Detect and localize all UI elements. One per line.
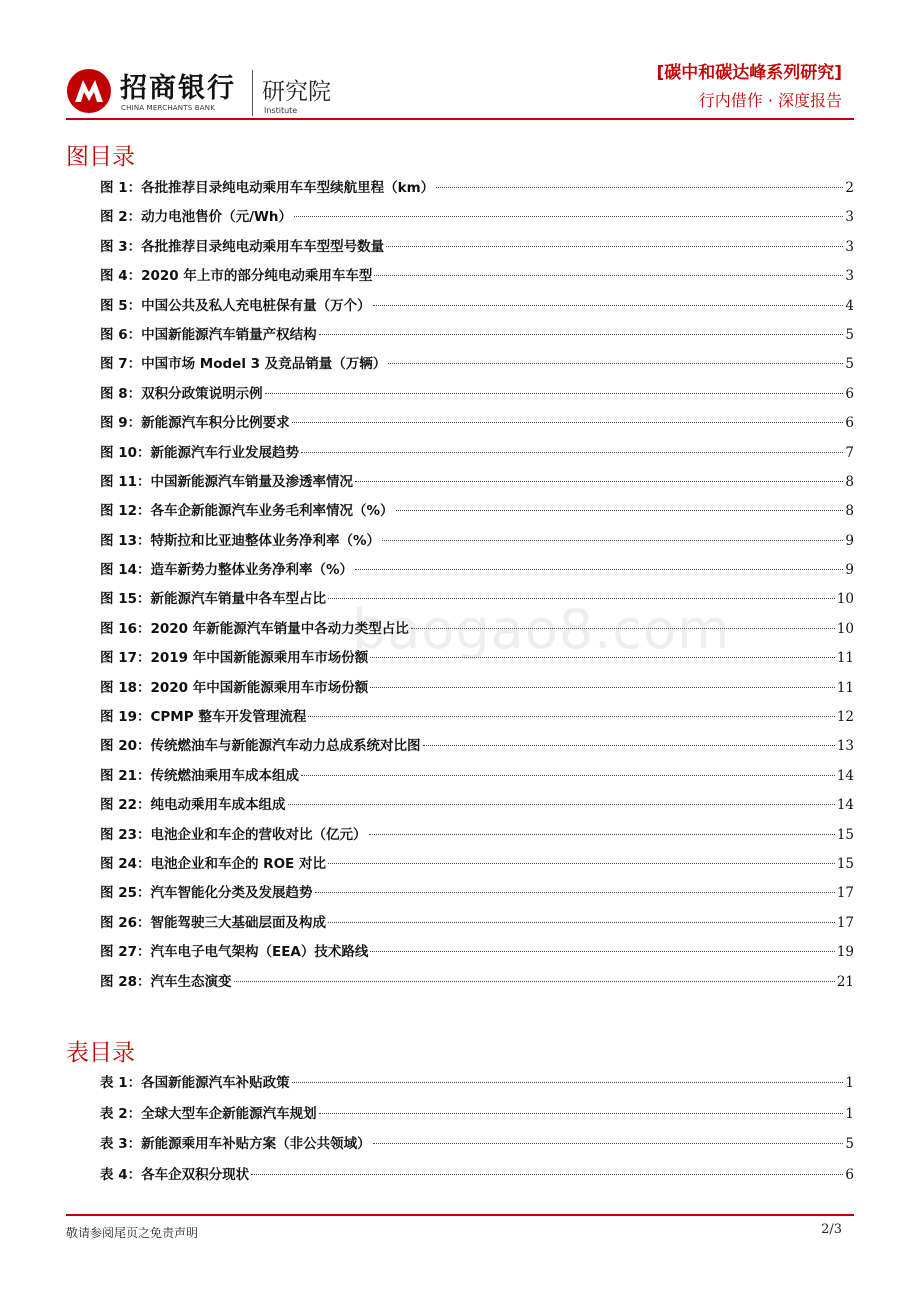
toc-leader-dots (251, 1174, 843, 1175)
toc-entry-page: 15 (836, 855, 854, 872)
toc-entry-label: 图 2：动力电池售价（元/Wh） (100, 209, 293, 226)
toc-leader-dots (370, 951, 834, 952)
brand-name: 招商银行 (120, 73, 236, 104)
report-type: 行内借作 · 深度报告 (698, 91, 842, 110)
watermark: baogao8.com (352, 598, 731, 661)
toc-entry-page: 5 (845, 1136, 854, 1153)
toc-entry-label: 图 3：各批推荐目录纯电动乘用车车型型号数量 (100, 238, 385, 255)
toc-entry-page: 10 (836, 620, 854, 637)
toc-entry-page: 1 (845, 1075, 854, 1091)
toc-leader-dots (308, 716, 834, 717)
brand-divider (252, 70, 253, 116)
toc-leader-dots (355, 569, 843, 570)
toc-entry-label: 图 27：汽车电子电气架构（EEA）技术路线 (100, 944, 369, 961)
table-toc-entry[interactable] (100, 1129, 854, 1160)
toc-entry-page: 4 (845, 297, 854, 314)
toc-entry-label: 图 16：2020 年新能源汽车销量中各动力类型占比 (100, 620, 409, 637)
figure-toc-entry[interactable] (100, 233, 854, 262)
toc-leader-dots (436, 187, 843, 188)
toc-entry-page: 5 (845, 356, 854, 373)
toc-entry-page: 9 (845, 532, 854, 549)
toc-leader-dots (301, 775, 835, 776)
page-header (0, 0, 920, 120)
toc-entry-label: 图 12：各车企新能源汽车业务毛利率情况（%） (100, 503, 394, 520)
figure-toc-entry[interactable] (100, 380, 854, 409)
figure-toc-entry[interactable] (100, 703, 854, 732)
toc-entry-page: 8 (845, 473, 854, 490)
toc-entry-label: 图 26：智能驾驶三大基础层面及构成 (100, 914, 326, 931)
toc-leader-dots (374, 275, 843, 276)
toc-leader-dots (386, 246, 843, 247)
figure-toc-entry[interactable] (100, 850, 854, 879)
toc-entry-page: 5 (845, 326, 854, 343)
toc-leader-dots (319, 1113, 844, 1114)
toc-entry-page: 19 (836, 944, 854, 961)
toc-entry-page: 3 (845, 238, 854, 255)
toc-entry-label: 表 4：各车企双积分现状 (100, 1166, 250, 1183)
tables-toc-list (100, 1068, 854, 1190)
figure-toc-entry[interactable] (100, 468, 854, 497)
cmb-logo-icon (66, 68, 112, 114)
toc-entry-page: 21 (836, 973, 854, 990)
figure-toc-entry[interactable] (100, 821, 854, 850)
toc-entry-label: 表 3：新能源乘用车补贴方案（非公共领域） (100, 1136, 371, 1153)
toc-entry-page: 6 (845, 1166, 854, 1183)
toc-leader-dots (319, 334, 844, 335)
toc-leader-dots (382, 540, 843, 541)
toc-leader-dots (292, 1082, 844, 1083)
toc-entry-label: 图 15：新能源汽车销量中各车型占比 (100, 591, 326, 608)
toc-entry-label: 图 23：电池企业和车企的营收对比（亿元） (100, 826, 367, 843)
toc-entry-page: 12 (836, 709, 854, 726)
toc-leader-dots (369, 834, 835, 835)
toc-entry-label: 图 6：中国新能源汽车销量产权结构 (100, 326, 317, 343)
figure-toc-entry[interactable] (100, 174, 854, 203)
toc-entry-page: 11 (836, 650, 854, 667)
figure-toc-entry[interactable] (100, 732, 854, 761)
institute-name: 研究院 (262, 79, 331, 105)
toc-entry-page: 2 (845, 180, 854, 196)
figure-toc-entry[interactable] (100, 556, 854, 585)
figure-toc-entry[interactable] (100, 762, 854, 791)
figure-toc-entry[interactable] (100, 439, 854, 468)
toc-entry-label: 图 28：汽车生态演变 (100, 973, 232, 990)
figure-toc-entry[interactable] (100, 203, 854, 232)
toc-leader-dots (396, 510, 844, 511)
toc-entry-label: 图 17：2019 年中国新能源乘用车市场份额 (100, 650, 369, 667)
footer-rule (66, 1214, 854, 1216)
toc-leader-dots (423, 745, 835, 746)
figure-toc-entry[interactable] (100, 321, 854, 350)
toc-entry-page: 14 (836, 797, 854, 814)
toc-leader-dots (234, 981, 835, 982)
toc-leader-dots (294, 216, 843, 217)
toc-entry-label: 图 9：新能源汽车积分比例要求 (100, 415, 290, 432)
toc-leader-dots (328, 922, 835, 923)
toc-entry-label: 图 22：纯电动乘用车成本组成 (100, 797, 286, 814)
toc-entry-page: 13 (836, 738, 854, 755)
toc-entry-label: 表 2：全球大型车企新能源汽车规划 (100, 1105, 317, 1122)
toc-entry-page: 17 (836, 914, 854, 931)
toc-entry-page: 11 (836, 679, 854, 696)
table-toc-entry[interactable] (100, 1160, 854, 1191)
page-number: 2/3 (821, 1222, 842, 1237)
toc-entry-label: 图 21：传统燃油乘用车成本组成 (100, 767, 299, 784)
header-rule (66, 118, 854, 120)
toc-entry-page: 1 (845, 1105, 854, 1122)
toc-entry-page: 17 (836, 885, 854, 902)
toc-entry-label: 图 20：传统燃油车与新能源汽车动力总成系统对比图 (100, 738, 421, 755)
toc-entry-page: 6 (845, 385, 854, 402)
figure-toc-entry[interactable] (100, 791, 854, 820)
figure-toc-entry[interactable] (100, 527, 854, 556)
toc-leader-dots (301, 452, 843, 453)
toc-leader-dots (292, 422, 844, 423)
toc-leader-dots (370, 687, 835, 688)
toc-entry-page: 15 (836, 826, 854, 843)
toc-entry-page: 3 (845, 209, 854, 226)
toc-entry-label: 表 1：各国新能源汽车补贴政策 (100, 1075, 290, 1091)
toc-leader-dots (355, 481, 843, 482)
figures-section-title: 图目录 (66, 144, 135, 170)
toc-entry-label: 图 8：双积分政策说明示例 (100, 385, 263, 402)
toc-entry-page: 3 (845, 268, 854, 285)
table-toc-entry[interactable] (100, 1068, 854, 1099)
toc-entry-label: 图 25：汽车智能化分类及发展趋势 (100, 885, 313, 902)
toc-leader-dots (315, 892, 835, 893)
tables-section-title: 表目录 (66, 1040, 135, 1066)
toc-leader-dots (265, 393, 844, 394)
toc-entry-label: 图 24：电池企业和车企的 ROE 对比 (100, 855, 326, 872)
series-title: [碳中和碳达峰系列研究] (656, 63, 842, 83)
toc-entry-label: 图 10：新能源汽车行业发展趋势 (100, 444, 299, 461)
brand-name-en: CHINA MERCHANTS BANK (121, 104, 215, 112)
toc-entry-label: 图 13：特斯拉和比亚迪整体业务净利率（%） (100, 532, 381, 549)
figure-toc-entry[interactable] (100, 497, 854, 526)
toc-entry-page: 6 (845, 415, 854, 432)
toc-entry-page: 7 (845, 444, 854, 461)
toc-leader-dots (373, 1143, 844, 1144)
figure-toc-entry[interactable] (100, 938, 854, 967)
figures-toc-list (100, 174, 854, 997)
figure-toc-entry[interactable] (100, 968, 854, 997)
toc-entry-label: 图 5：中国公共及私人充电桩保有量（万个） (100, 297, 371, 314)
toc-entry-label: 图 4：2020 年上市的部分纯电动乘用车车型 (100, 268, 373, 285)
figure-toc-entry[interactable] (100, 262, 854, 291)
figure-toc-entry[interactable] (100, 350, 854, 379)
toc-entry-label: 图 11：中国新能源汽车销量及渗透率情况 (100, 473, 353, 490)
table-toc-entry[interactable] (100, 1099, 854, 1130)
figure-toc-entry[interactable] (100, 674, 854, 703)
toc-leader-dots (388, 363, 843, 364)
toc-entry-page: 9 (845, 562, 854, 579)
figure-toc-entry[interactable] (100, 292, 854, 321)
toc-entry-label: 图 1：各批推荐目录纯电动乘用车车型续航里程（km） (100, 180, 435, 196)
footer-disclaimer: 敬请参阅尾页之免责声明 (66, 1226, 199, 1240)
toc-entry-label: 图 19：CPMP 整车开发管理流程 (100, 709, 307, 726)
toc-entry-label: 图 7：中国市场 Model 3 及竞品销量（万辆） (100, 356, 387, 373)
figure-toc-entry[interactable] (100, 909, 854, 938)
institute-name-en: Institute (264, 106, 298, 115)
figure-toc-entry[interactable] (100, 409, 854, 438)
toc-entry-page: 14 (836, 767, 854, 784)
toc-leader-dots (328, 863, 835, 864)
toc-leader-dots (288, 804, 835, 805)
toc-entry-label: 图 14：造车新势力整体业务净利率（%） (100, 562, 354, 579)
toc-leader-dots (373, 305, 844, 306)
toc-entry-label: 图 18：2020 年中国新能源乘用车市场份额 (100, 679, 369, 696)
toc-entry-page: 8 (845, 503, 854, 520)
toc-entry-page: 10 (836, 591, 854, 608)
figure-toc-entry[interactable] (100, 879, 854, 908)
